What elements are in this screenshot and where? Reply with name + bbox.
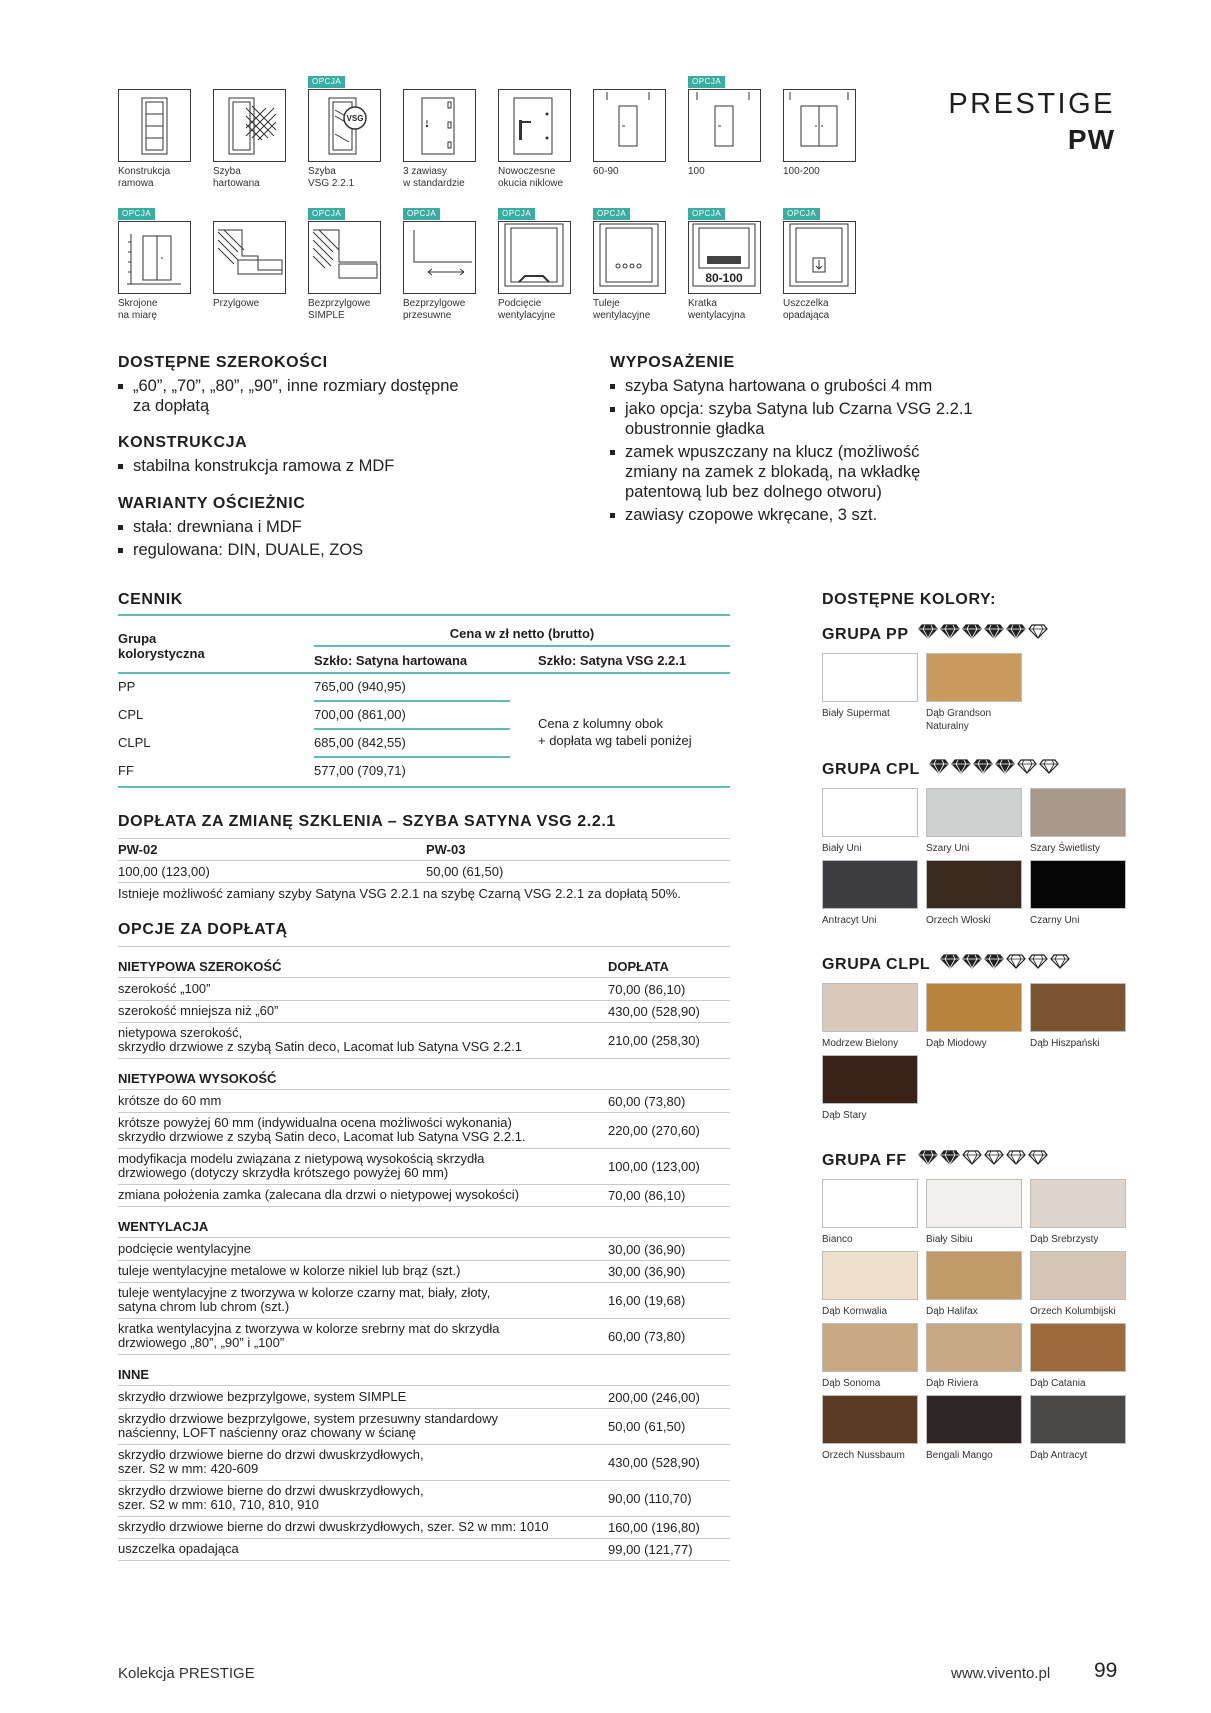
divider	[314, 756, 510, 758]
price-group: PP	[118, 679, 136, 694]
surcharge-header: DOPŁATA	[608, 959, 669, 974]
color-group-title: GRUPA FF	[822, 1152, 907, 1169]
price-value: 700,00 (861,00)	[314, 707, 406, 722]
diamond-icon	[940, 953, 960, 969]
option-row	[118, 1113, 730, 1149]
option-row	[118, 1409, 730, 1445]
hinges-icon	[403, 89, 476, 162]
divider	[118, 614, 730, 616]
option-label: kratka wentylacyjna z tworzywa w kolorze srebrny mat do skrzydła drzwiowego „80”, „90” i „100”	[118, 1321, 500, 1350]
icon-caption: Kratka wentylacyjna	[688, 298, 746, 321]
group-column-header: Grupa kolorystyczna	[118, 631, 205, 661]
construction-item: stabilna konstrukcja ramowa z MDF	[118, 456, 558, 476]
option-price: 70,00 (86,10)	[608, 1188, 686, 1203]
color-name: Biały Uni	[822, 843, 862, 854]
color-swatch[interactable]	[1030, 983, 1126, 1032]
color-name: Antracyt Uni	[822, 915, 877, 926]
icon-caption: 100	[688, 166, 705, 177]
option-row	[118, 1261, 730, 1283]
colors-heading: DOSTĘPNE KOLORY:	[822, 591, 997, 608]
vsg-price-note: Cena z kolumny obok + dopłata wg tabeli poniżej	[538, 716, 692, 748]
option-price: 210,00 (258,30)	[608, 1033, 700, 1048]
color-swatch[interactable]	[926, 1251, 1022, 1300]
option-tag: OPCJA	[783, 208, 820, 220]
diamond-icon	[929, 758, 949, 774]
color-swatch[interactable]	[822, 1179, 918, 1228]
double-door-icon	[783, 89, 856, 162]
color-name: Orzech Kolumbijski	[1030, 1306, 1116, 1317]
diamond-icon	[995, 758, 1015, 774]
option-tag: OPCJA	[593, 208, 630, 220]
option-price: 16,00 (19,68)	[608, 1293, 686, 1308]
icon-caption: Skrojone na miarę	[118, 298, 158, 321]
footer-collection: Kolekcja PRESTIGE	[118, 1665, 255, 1682]
color-name: Dąb Kornwalia	[822, 1306, 888, 1317]
option-tag: OPCJA	[688, 208, 725, 220]
option-label: krótsze powyżej 60 mm (indywidualna ocena możliwości wykonania) skrzydło drzwiowe z szybą Satin deco, Lacomat lub Satyna VSG 2.2.1.	[118, 1115, 526, 1144]
color-name: Biały Sibiu	[926, 1234, 973, 1245]
door-100-icon	[688, 89, 761, 162]
icon-caption: 3 zawiasy w standardzie	[403, 166, 465, 189]
option-label: uszczelka opadająca	[118, 1541, 239, 1556]
divider	[118, 838, 730, 839]
color-name: Dąb Sonoma	[822, 1378, 881, 1389]
option-tag: OPCJA	[118, 208, 155, 220]
diamond-icon	[918, 1149, 938, 1165]
color-name: Modrzew Bielony	[822, 1038, 899, 1049]
divider	[118, 672, 730, 674]
divider	[118, 946, 730, 947]
color-name: Czarny Uni	[1030, 915, 1080, 926]
color-swatch[interactable]	[1030, 788, 1126, 837]
glass-b-header: Szkło: Satyna VSG 2.2.1	[538, 653, 687, 668]
diamond-icon	[962, 1149, 982, 1165]
option-tag: OPCJA	[498, 208, 535, 220]
diamond-icon	[962, 623, 982, 639]
color-swatch[interactable]	[1030, 1179, 1126, 1228]
quality-rating	[918, 1149, 1048, 1165]
option-row	[118, 1001, 730, 1023]
equipment-item: zawiasy czopowe wkręcane, 3 szt.	[610, 505, 1050, 525]
color-swatch[interactable]	[822, 653, 918, 702]
color-swatch[interactable]	[926, 1395, 1022, 1444]
diamond-icon	[1017, 758, 1037, 774]
diamond-icon	[1028, 1149, 1048, 1165]
option-label: skrzydło drzwiowe bezprzylgowe, system SIMPLE	[118, 1389, 407, 1404]
color-name: Dąb Catania	[1030, 1378, 1086, 1389]
frames-heading: WARIANTY OŚCIEŻNIC	[118, 495, 306, 512]
quality-rating	[940, 953, 1070, 969]
option-label: skrzydło drzwiowe bierne do drzwi dwuskrzydłowych, szer. S2 w mm: 610, 710, 810, 910	[118, 1483, 424, 1512]
price-group: CPL	[118, 707, 144, 722]
options-heading: OPCJE ZA DOPŁATĄ	[118, 921, 288, 938]
diamond-icon	[973, 758, 993, 774]
svg-text:VSG: VSG	[346, 114, 364, 123]
options-section-title: WENTYLACJA	[118, 1219, 730, 1238]
color-name: Dąb Stary	[822, 1110, 867, 1121]
option-row	[118, 1091, 730, 1113]
diamond-icon	[951, 758, 971, 774]
model-pw03: PW-03	[426, 842, 466, 857]
option-row	[118, 1239, 730, 1261]
model-title: PW	[1067, 124, 1115, 155]
diamond-icon	[984, 953, 1004, 969]
vent-grille-icon	[688, 221, 761, 294]
construction-heading: KONSTRUKCJA	[118, 434, 248, 451]
option-price: 60,00 (73,80)	[608, 1329, 686, 1344]
color-name: Szary Uni	[926, 843, 970, 854]
tempered-glass-icon	[213, 89, 286, 162]
color-swatch[interactable]	[1030, 1323, 1126, 1372]
color-name: Bengali Mango	[926, 1450, 993, 1461]
color-name: Dąb Hiszpański	[1030, 1038, 1100, 1049]
option-price: 90,00 (110,70)	[608, 1491, 692, 1506]
quality-rating	[918, 623, 1048, 639]
footer-url[interactable]: www.vivento.pl	[951, 1665, 1051, 1682]
color-swatch[interactable]	[1030, 1395, 1126, 1444]
option-row	[118, 1387, 730, 1409]
svg-text:80-100: 80-100	[705, 271, 743, 285]
color-swatch[interactable]	[926, 1179, 1022, 1228]
diamond-icon	[984, 1149, 1004, 1165]
pw02-price: 100,00 (123,00)	[118, 864, 210, 879]
option-price: 99,00 (121,77)	[608, 1542, 693, 1557]
option-price: 60,00 (73,80)	[608, 1094, 686, 1109]
collection-title: PRESTIGE	[948, 88, 1115, 120]
diamond-icon	[962, 953, 982, 969]
color-swatch[interactable]	[926, 860, 1022, 909]
divider	[118, 860, 730, 861]
icon-caption: Uszczelka opadająca	[783, 298, 830, 321]
option-price: 50,00 (61,50)	[608, 1419, 686, 1434]
option-row	[118, 1517, 730, 1539]
icon-caption: Podcięcie wentylacyjne	[498, 298, 556, 321]
option-price: 200,00 (246,00)	[608, 1390, 700, 1405]
color-group-title: GRUPA PP	[822, 626, 909, 643]
color-swatch[interactable]	[822, 983, 918, 1032]
option-row	[118, 1319, 730, 1355]
option-label: modyfikacja modelu związana z nietypową wysokością skrzydła drzwiowego (dotyczy skrzydła krótszego powyżej 60 mm)	[118, 1151, 485, 1180]
color-swatch[interactable]	[1030, 1251, 1126, 1300]
equipment-item: zamek wpuszczany na klucz (możliwość zmiany na zamek z blokadą, na wkładkę patentową lub bez dolnego otworu)	[610, 442, 1050, 502]
sliding-icon	[403, 221, 476, 294]
option-price: 30,00 (36,90)	[608, 1264, 686, 1279]
option-price: 160,00 (196,80)	[608, 1520, 700, 1535]
option-label: skrzydło drzwiowe bierne do drzwi dwuskrzydłowych, szer. S2 w mm: 420-609	[118, 1447, 424, 1476]
option-row	[118, 1023, 730, 1059]
pricing-heading: CENNIK	[118, 591, 183, 608]
vent-undercut-icon	[498, 221, 571, 294]
equipment-item: szyba Satyna hartowana o grubości 4 mm	[610, 376, 1050, 396]
pw03-price: 50,00 (61,50)	[426, 864, 504, 879]
price-column-header: Cena w zł netto (brutto)	[449, 626, 595, 641]
price-value: 577,00 (709,71)	[314, 763, 406, 778]
options-section-title: NIETYPOWA SZEROKOŚĆ DOPŁATA	[118, 959, 730, 978]
option-label: krótsze do 60 mm	[118, 1093, 222, 1108]
icon-caption: Przylgowe	[213, 298, 260, 309]
nickel-fittings-icon	[498, 89, 571, 162]
diamond-icon	[1039, 758, 1059, 774]
option-price: 100,00 (123,00)	[608, 1159, 700, 1174]
price-value: 765,00 (940,95)	[314, 679, 406, 694]
option-row	[118, 979, 730, 1001]
color-swatch[interactable]	[822, 1323, 918, 1372]
option-label: szerokość „100”	[118, 981, 211, 996]
color-group-title: GRUPA CLPL	[822, 956, 931, 973]
color-name: Szary Świetlisty	[1030, 843, 1101, 854]
option-row	[118, 1481, 730, 1517]
color-name: Dąb Grandson Naturalny	[926, 708, 992, 732]
icon-caption: Konstrukcja ramowa	[118, 166, 171, 189]
color-name: Dąb Riviera	[926, 1378, 979, 1389]
frames-item: regulowana: DIN, DUALE, ZOS	[118, 540, 558, 560]
glass-surcharge-heading: DOPŁATA ZA ZMIANĘ SZKLENIA – SZYBA SATYNA VSG 2.2.1	[118, 813, 616, 830]
color-swatch[interactable]	[926, 983, 1022, 1032]
color-name: Dąb Antracyt	[1030, 1450, 1088, 1461]
option-tag: OPCJA	[403, 208, 440, 220]
divider	[314, 728, 510, 730]
price-group: CLPL	[118, 735, 151, 750]
option-label: tuleje wentylacyjne z tworzywa w kolorze czarny mat, biały, złoty, satyna chrom lub chrom (szt.)	[118, 1285, 491, 1314]
option-label: tuleje wentylacyjne metalowe w kolorze nikiel lub brąz (szt.)	[118, 1263, 461, 1278]
diamond-icon	[1050, 953, 1070, 969]
widths-item: „60”, „70”, „80”, „90”, inne rozmiary dostępne za dopłatą	[118, 376, 558, 416]
price-value: 685,00 (842,55)	[314, 735, 406, 750]
diamond-icon	[918, 623, 938, 639]
option-tag: OPCJA	[308, 208, 345, 220]
custom-size-icon	[118, 221, 191, 294]
color-group-title: GRUPA CPL	[822, 761, 920, 778]
icon-caption: Tuleje wentylacyjne	[593, 298, 651, 321]
divider	[118, 786, 730, 788]
widths-heading: DOSTĘPNE SZEROKOŚCI	[118, 354, 328, 371]
color-swatch[interactable]	[822, 1251, 918, 1300]
icon-caption: Bezprzylgowe SIMPLE	[308, 298, 371, 321]
option-price: 30,00 (36,90)	[608, 1242, 686, 1257]
color-name: Orzech Nussbaum	[822, 1450, 905, 1461]
icon-caption: Szyba VSG 2.2.1	[308, 166, 355, 189]
option-price: 430,00 (528,90)	[608, 1004, 700, 1019]
icon-caption: Szyba hartowana	[213, 166, 260, 189]
color-swatch[interactable]	[926, 788, 1022, 837]
option-tag: OPCJA	[308, 76, 345, 88]
diamond-icon	[1028, 623, 1048, 639]
equipment-heading: WYPOSAŻENIE	[610, 354, 735, 371]
door-60-90-icon	[593, 89, 666, 162]
icon-caption: 60-90	[593, 166, 619, 177]
page-number: 99	[1094, 1659, 1118, 1682]
price-group: FF	[118, 763, 134, 778]
option-row	[118, 1149, 730, 1185]
color-name: Orzech Włoski	[926, 915, 991, 926]
color-swatch[interactable]	[1030, 860, 1126, 909]
option-price: 70,00 (86,10)	[608, 982, 686, 997]
glass-a-header: Szkło: Satyna hartowana	[314, 653, 468, 668]
color-name: Dąb Miodowy	[926, 1038, 987, 1049]
frames-item: stała: drewniana i MDF	[118, 517, 558, 537]
color-swatch[interactable]	[822, 860, 918, 909]
icon-caption: Nowoczesne okucia niklowe	[498, 166, 564, 189]
diamond-icon	[984, 623, 1004, 639]
frame-structure-icon	[118, 89, 191, 162]
color-swatch[interactable]	[822, 1395, 918, 1444]
option-row	[118, 1539, 730, 1561]
diamond-icon	[1006, 1149, 1026, 1165]
option-row	[118, 1445, 730, 1481]
option-row	[118, 1185, 730, 1207]
option-label: skrzydło drzwiowe bezprzylgowe, system przesuwny standardowy naścienny, LOFT naścienny oraz chowany w ścianę	[118, 1411, 499, 1440]
option-row	[118, 1283, 730, 1319]
option-label: podcięcie wentylacyjne	[118, 1241, 251, 1256]
option-label: zmiana położenia zamka (zalecana dla drzwi o nietypowej wysokości)	[118, 1187, 520, 1202]
diamond-icon	[940, 623, 960, 639]
color-swatch[interactable]	[926, 1323, 1022, 1372]
divider	[118, 882, 730, 883]
option-label: skrzydło drzwiowe bierne do drzwi dwuskrzydłowych, szer. S2 w mm: 1010	[118, 1519, 549, 1534]
vsg-glass-icon	[308, 89, 381, 162]
options-section-title: NIETYPOWA WYSOKOŚĆ	[118, 1071, 730, 1090]
color-name: Bianco	[822, 1234, 853, 1245]
option-label: nietypowa szerokość, skrzydło drzwiowe z szybą Satin deco, Lacomat lub Satyna VSG 2.2.1	[118, 1025, 522, 1054]
icon-caption: 100-200	[783, 166, 820, 177]
equipment-item: jako opcja: szyba Satyna lub Czarna VSG 2.2.1 obustronnie gładka	[610, 399, 1050, 439]
divider	[314, 700, 510, 702]
option-label: szerokość mniejsza niż „60”	[118, 1003, 279, 1018]
diamond-icon	[940, 1149, 960, 1165]
quality-rating	[929, 758, 1059, 774]
model-pw02: PW-02	[118, 842, 158, 857]
color-name: Biały Supermat	[822, 708, 890, 719]
glass-note: Istnieje możliwość zamiany szyby Satyna VSG 2.2.1 na szybę Czarną VSG 2.2.1 za dopłatą 50%.	[118, 886, 681, 901]
flush-simple-icon	[308, 221, 381, 294]
divider	[314, 645, 730, 647]
color-swatch[interactable]	[926, 653, 1022, 702]
diamond-icon	[1006, 953, 1026, 969]
options-section-title: INNE	[118, 1367, 730, 1386]
rebated-icon	[213, 221, 286, 294]
color-swatch[interactable]	[822, 1055, 918, 1104]
color-name: Dąb Srebrzysty	[1030, 1234, 1099, 1245]
color-name: Dąb Halifax	[926, 1306, 978, 1317]
diamond-icon	[1006, 623, 1026, 639]
vent-sleeves-icon	[593, 221, 666, 294]
diamond-icon	[1028, 953, 1048, 969]
color-swatch[interactable]	[822, 788, 918, 837]
option-price: 430,00 (528,90)	[608, 1455, 700, 1470]
drop-seal-icon	[783, 221, 856, 294]
option-price: 220,00 (270,60)	[608, 1123, 700, 1138]
icon-caption: Bezprzylgowe przesuwne	[403, 298, 466, 321]
option-tag: OPCJA	[688, 76, 725, 88]
